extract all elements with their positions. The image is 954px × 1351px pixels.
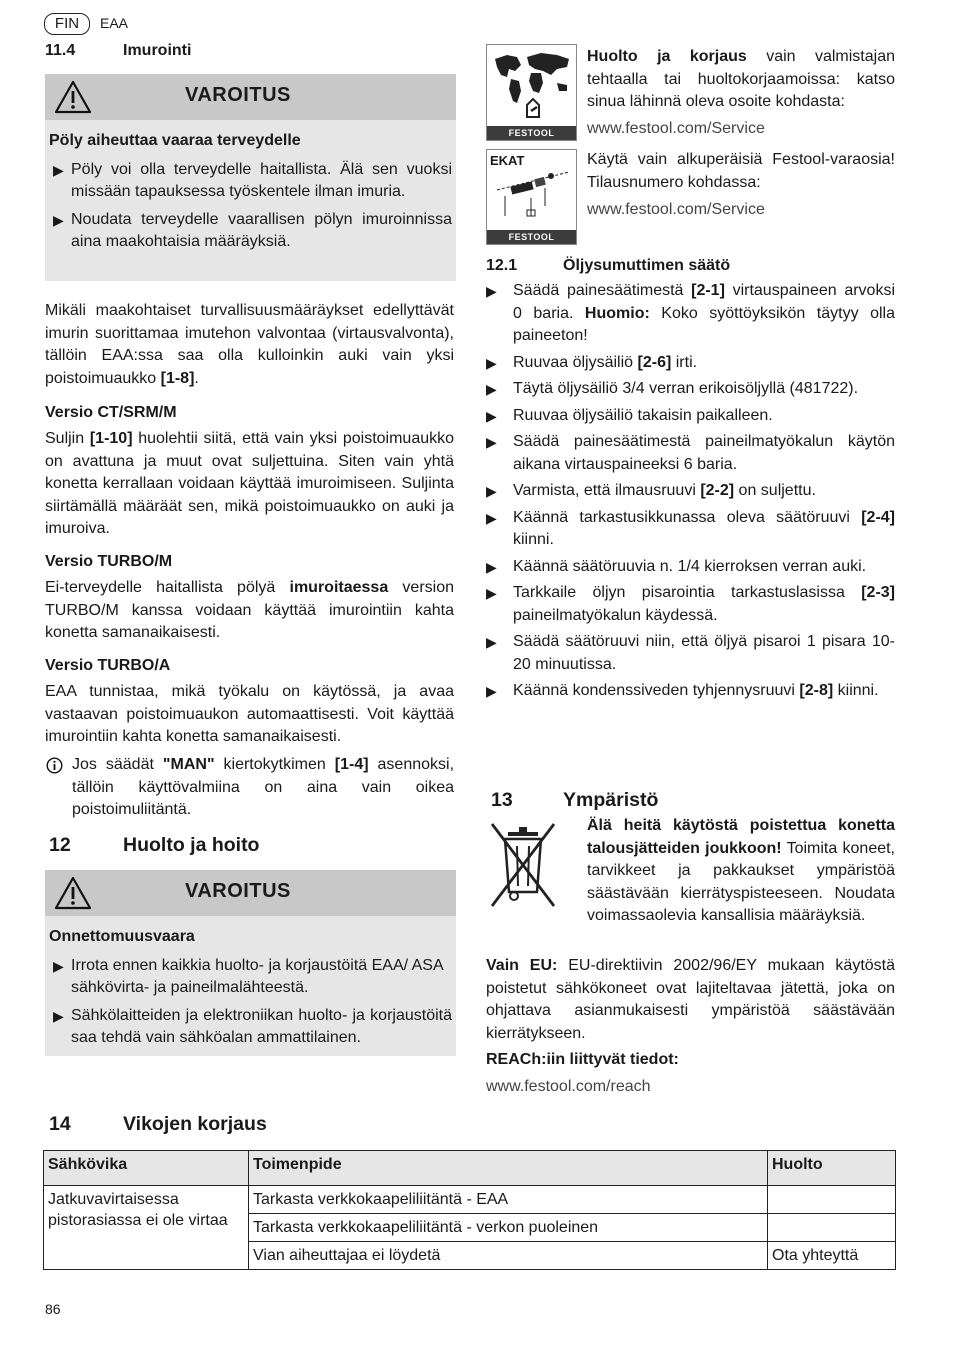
warning-label: VAROITUS [185, 84, 291, 106]
list-item: ▶ Säädä säätöruuvi niin, että öljyä pisaroi 1 pisara 10-20 minuutissa. [486, 633, 895, 673]
list-item: ▶ Varmista, että ilmausruuvi [2-2] on suljettu. [486, 480, 895, 503]
spare-parts-diagram-icon [487, 150, 576, 228]
column-header: Sähkövika [44, 1151, 249, 1186]
list-item: ▶ Säädä painesäätimestä paineilmatyökalun käytön aikana virtauspaineeksi 6 baria. [486, 433, 895, 473]
service-url-link[interactable]: www.festool.com/Service [587, 120, 765, 137]
warning-header [45, 870, 456, 916]
warning-item: ▶ Sähkölaitteiden ja elektroniikan huolto- ja korjaustöitä saa tehdä vain sähköalan ammattilainen. [53, 1006, 452, 1046]
bullet-arrow-icon: ▶ [486, 381, 497, 397]
service-cell: Ota yhteyttä [768, 1242, 896, 1270]
bullet-arrow-icon: ▶ [486, 354, 497, 371]
reach-heading: REACh:iin liittyvät tiedot: [486, 1051, 679, 1068]
warning-box-accident [45, 870, 456, 1056]
warning-triangle-icon [54, 876, 92, 910]
action-cell: Tarkasta verkkokaapeliliitäntä - EAA [249, 1186, 768, 1214]
bullet-arrow-icon: ▶ [486, 283, 497, 299]
version-ct-text: Suljin [1-10] huolehtii siitä, että vain yksi poistoimuaukko on avattuna ja muut ovat suljettuina. Siten vain yhtä konetta kerrallaan voidaan käyttää imuroimiseen. Suljinta siirtämällä määräät sen, mikä poistoimuaukko on auki ja imuroiva. [45, 430, 455, 537]
oil-mist-steps-list [486, 280, 895, 703]
troubleshooting-table [43, 1150, 896, 1270]
action-cell: Vian aiheuttajaa ei löydetä [249, 1242, 768, 1270]
ekat-spare-parts-icon [486, 149, 577, 245]
warning-label: VAROITUS [185, 880, 291, 902]
list-item: ▶ Käännä säätöruuvia n. 1/4 kierroksen verran auki. [486, 556, 895, 579]
festool-logo-bar: FESTOOL [487, 230, 576, 244]
bullet-arrow-icon: ▶ [53, 211, 64, 228]
column-header: Toimenpide [249, 1151, 768, 1186]
table-header-row [44, 1151, 896, 1186]
list-item: ▶ Käännä kondenssiveden tyhjennysruuvi [2-8] kiinni. [486, 680, 895, 703]
list-item: ▶ Käännä tarkastusikkunassa oleva säätöruuvi [2-4] kiinni. [486, 508, 895, 548]
section-12-1-heading: 12.1 Öljysumuttimen säätö [486, 257, 731, 274]
bullet-arrow-icon: ▶ [486, 585, 497, 601]
bullet-arrow-icon: ▶ [53, 957, 64, 974]
page-number: 86 [45, 1301, 61, 1317]
bullet-arrow-icon: ▶ [53, 1007, 64, 1024]
section-11-4-heading: 11.4 Imurointi [45, 42, 192, 59]
version-turbo-a-text: EAA tunnistaa, mikä työkalu on käytössä, ja avaa vastaavan poistoimuaukon automaattisesti. Voit käyttää imurointiin kahta konetta samanaikaisesti. [45, 683, 454, 745]
service-world-map-icon [486, 44, 577, 141]
bullet-arrow-icon: ▶ [486, 509, 497, 526]
version-ct-heading: Versio CT/SRM/M [45, 404, 177, 421]
bullet-arrow-icon: ▶ [53, 161, 64, 178]
info-note: Jos säädät "MAN" kiertokytkimen [1-4] asennoksi, tällöin käyttövalmiina on aina vain oikea poistoimuliitäntä. [45, 754, 454, 822]
environment-paragraph: Älä heitä käytöstä poistettua konetta talousjätteiden joukkoon! Toimita koneet, tarvikkeet ja pakkaukset ympäristöä säästävään kierrätyspisteeseen. Noudata voimassaolevia kansallisia määräyksiä. [587, 817, 895, 924]
list-item: ▶ Ruuvaa öljysäiliö takaisin paikalleen. [486, 405, 895, 428]
bullet-arrow-icon: ▶ [486, 558, 497, 575]
warning-item: ▶ Irrota ennen kaikkia huolto- ja korjaustöitä EAA/ ASA sähkövirta- ja paineilmalähteestä. [53, 956, 443, 996]
version-turbo-a-heading: Versio TURBO/A [45, 657, 171, 674]
bullet-arrow-icon: ▶ [486, 407, 497, 424]
language-code: FIN [54, 15, 80, 32]
list-item: ▶ Täytä öljysäiliö 3/4 verran erikoisöljyllä (481722). [486, 378, 895, 401]
warning-subtitle: Pöly aiheuttaa vaaraa terveydelle [49, 132, 301, 149]
service-cell [768, 1186, 896, 1214]
warning-item: ▶ Noudata terveydelle vaarallisen pölyn imuroinnissa aina maakohtaisia määräyksiä. [53, 210, 452, 250]
column-header: Huolto [768, 1151, 896, 1186]
info-icon [46, 757, 63, 774]
reach-url-link[interactable]: www.festool.com/reach [486, 1078, 651, 1095]
version-turbo-m-heading: Versio TURBO/M [45, 553, 173, 570]
bullet-arrow-icon: ▶ [486, 683, 497, 699]
service-cell [768, 1214, 896, 1242]
spare-parts-url-link[interactable]: www.festool.com/Service [587, 201, 765, 218]
table-row [44, 1186, 896, 1214]
crossed-out-wheelie-bin-icon [488, 820, 560, 910]
product-name: EAA [100, 15, 129, 31]
bullet-arrow-icon: ▶ [486, 634, 497, 650]
warning-triangle-icon [54, 80, 92, 114]
suction-intro-paragraph: Mikäli maakohtaiset turvallisuusmääräykset edellyttävät imurin suorittamaa imutehon valvontaa (virtausvalvonta), tällöin EAA:ssa saa olla kulloinkin auki vain yksi poistoimuaukko [1-8]. [45, 302, 454, 387]
world-map-icon [487, 45, 576, 125]
warning-header [45, 74, 456, 120]
list-item: ▶ Ruuvaa öljysäiliö [2-6] irti. [486, 352, 895, 375]
bullet-arrow-icon: ▶ [486, 483, 497, 499]
language-badge [44, 13, 90, 35]
warning-subtitle: Onnettomuusvaara [49, 928, 195, 945]
action-cell: Tarkasta verkkokaapeliliitäntä - verkon puoleinen [249, 1214, 768, 1242]
list-item: ▶ Säädä painesäätimestä [2-1] virtauspaineen arvoksi 0 baria. Huomio: Koko syöttöyksikön täytyy olla paineeton! [486, 282, 895, 344]
warning-item: ▶ Pöly voi olla terveydelle haitallista. Älä sen vuoksi missään tapauksessa työskentele ilman imuria. [53, 160, 452, 200]
service-paragraph: Huolto ja korjaus vain valmistajan tehtaalla tai huoltokorjaamoissa: katso sinua lähinnä oleva osoite kohdasta: [587, 48, 895, 110]
version-turbo-m-text: Ei-terveydelle haitallista pölyä imuroitaessa version TURBO/M kanssa voidaan käyttää imurointiin kahta konetta samanaikaisesti. [45, 579, 454, 641]
ekat-label: EKAT [490, 153, 525, 168]
fault-cell: Jatkuvavirtaisessa pistorasiassa ei ole virtaa [44, 1186, 249, 1270]
warning-box-dust [45, 74, 456, 281]
bullet-arrow-icon: ▶ [486, 434, 497, 450]
eu-directive-paragraph: Vain EU: EU-direktiivin 2002/96/EY mukaan käytöstä poistetut sähkökoneet ovat lajiteltavaa jätettä, joka on ohjattava asianmukaisesti ympäristöä säästävään kierrätykseen. [486, 957, 896, 1042]
list-item: ▶ Tarkkaile öljyn pisarointia tarkastuslasissa [2-3] paineilmatyökalun käydessä. [486, 584, 895, 624]
spare-parts-paragraph: Käytä vain alkuperäisiä Festool-varaosia! Tilausnumero kohdassa: [587, 151, 895, 191]
festool-logo-bar: FESTOOL [487, 126, 576, 140]
